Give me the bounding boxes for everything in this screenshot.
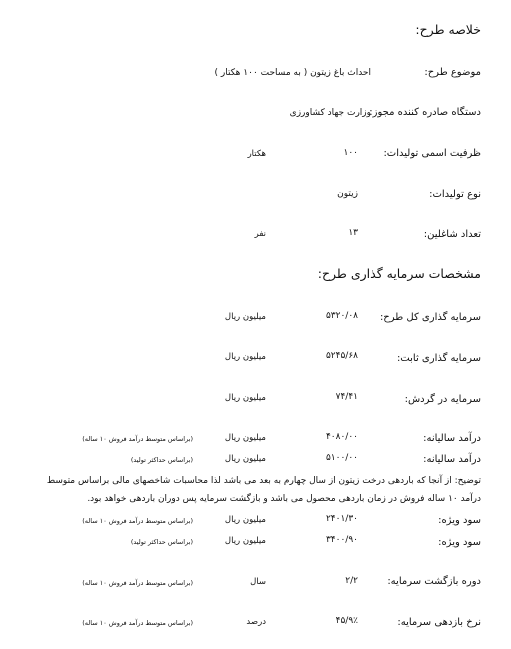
annual-revenue-max-unit: میلیون ریال: [224, 454, 266, 464]
product-type-value: زیتون: [337, 189, 358, 199]
net-profit-max-value: ۳۴۰۰/۹۰: [325, 535, 358, 545]
annual-revenue-max-label: درآمد سالیانه:: [423, 454, 481, 465]
net-profit-avg-note: (براساس متوسط درآمد فروش ۱۰ ساله): [82, 517, 193, 525]
total-investment-unit: میلیون ریال: [224, 312, 266, 322]
employees-value: ۱۳: [348, 228, 358, 238]
net-profit-avg-value: ۲۴۰۱/۳۰: [325, 514, 358, 524]
payback-period-unit: سال: [250, 577, 266, 587]
nominal-capacity-label: ظرفیت اسمی تولیدات:: [383, 148, 481, 159]
payback-period-note: (براساس متوسط درآمد فروش ۱۰ ساله): [82, 579, 193, 587]
net-profit-avg-unit: میلیون ریال: [224, 515, 266, 525]
net-profit-max-label: سود ویژه:: [438, 537, 481, 548]
nominal-capacity-value: ۱۰۰: [343, 148, 358, 158]
fixed-investment-unit: میلیون ریال: [224, 352, 266, 362]
license-authority-value: وزارت جهاد کشاورزی: [289, 108, 371, 118]
annual-revenue-max-value: ۵۱۰۰/۰۰: [325, 453, 358, 463]
total-investment-value: ۵۳۲۰/۰۸: [325, 311, 358, 321]
annual-revenue-avg-label: درآمد سالیانه:: [423, 433, 481, 444]
license-authority-label: دستگاه صادره کننده مجوز:: [369, 107, 481, 118]
payback-period-label: دوره بازگشت سرمایه:: [387, 576, 481, 587]
return-rate-value: ۴۵/۹٪: [335, 616, 358, 626]
net-profit-max-unit: میلیون ریال: [224, 536, 266, 546]
working-capital-unit: میلیون ریال: [224, 393, 266, 403]
net-profit-max-note: (براساس حداکثر تولید): [130, 538, 193, 546]
project-subject-label: موضوع طرح:: [424, 67, 481, 78]
annual-revenue-max-note: (براساس حداکثر تولید): [130, 456, 193, 464]
return-rate-note: (براساس متوسط درآمد فروش ۱۰ ساله): [82, 619, 193, 627]
investment-heading: مشخصات سرمایه گذاری طرح:: [317, 266, 481, 281]
return-rate-label: نرخ بازدهی سرمایه:: [397, 617, 481, 628]
employees-unit: نفر: [254, 229, 266, 239]
total-investment-label: سرمایه گذاری کل طرح:: [379, 312, 481, 323]
working-capital-value: ۷۴/۴۱: [335, 392, 358, 402]
annual-revenue-avg-value: ۴۰۸۰/۰۰: [325, 432, 358, 442]
fixed-investment-label: سرمایه گذاری ثابت:: [396, 353, 481, 364]
project-subject-value: احداث باغ زیتون ( به مساحت ۱۰۰ هکتار ): [214, 68, 371, 78]
summary-heading: خلاصه طرح:: [415, 22, 481, 37]
annual-revenue-avg-note: (براساس متوسط درآمد فروش ۱۰ ساله): [82, 435, 193, 443]
net-profit-avg-label: سود ویژه:: [438, 515, 481, 526]
working-capital-label: سرمایه در گردش:: [404, 394, 481, 405]
explanation-paragraph: توضیح: از آنجا که باردهی درخت زیتون از سال چهارم به بعد می باشد لذا محاسبات شاخصهای مالی براساس متوسط درآمد ۱۰ ساله فروش در زمان باردهی محصول می باشد و بازگشت سرمایه پس دوران باردهی خواهد بود.: [46, 476, 481, 504]
fixed-investment-value: ۵۲۴۵/۶۸: [325, 351, 358, 361]
product-type-label: نوع تولیدات:: [429, 189, 481, 200]
employees-label: تعداد شاغلین:: [423, 229, 481, 240]
payback-period-value: ۲/۲: [345, 576, 358, 586]
nominal-capacity-unit: هکتار: [247, 149, 266, 159]
annual-revenue-avg-unit: میلیون ریال: [224, 433, 266, 443]
return-rate-unit: درصد: [246, 617, 266, 627]
